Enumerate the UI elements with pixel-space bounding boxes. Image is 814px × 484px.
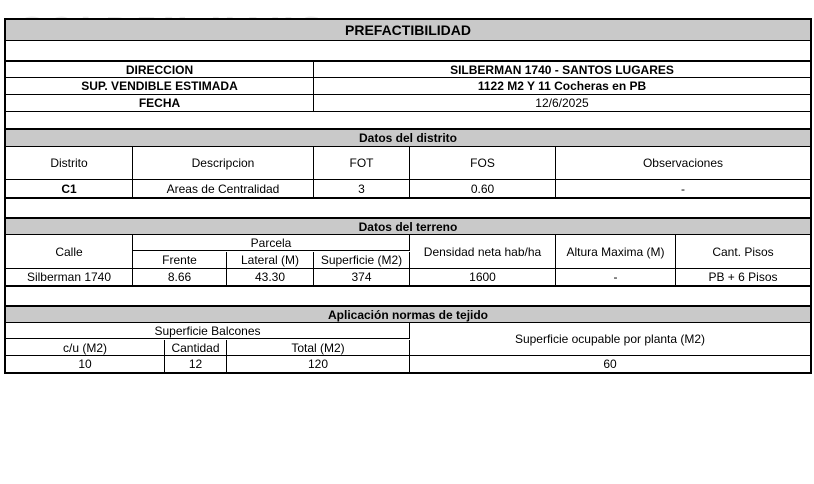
superficie-header: Superficie (M2) — [314, 252, 410, 268]
lateral-header: Lateral (M) — [227, 252, 314, 268]
tejido-value-row — [4, 355, 812, 374]
spacer-row — [4, 111, 812, 128]
ocupable-header: Superficie ocupable por planta (M2) — [514, 332, 706, 346]
cu-value: 10 — [6, 356, 165, 372]
distrito-value: C1 — [6, 180, 133, 197]
distrito-section-title: Datos del distrito — [358, 131, 457, 145]
fecha-label: FECHA — [6, 95, 314, 111]
observaciones-value: - — [681, 181, 685, 196]
fecha-value: 12/6/2025 — [535, 96, 589, 110]
distrito-value-row — [4, 179, 812, 199]
densidad-value: 1600 — [410, 269, 556, 285]
observaciones-header: Observaciones — [642, 156, 724, 170]
pisos-header: Cant. Pisos — [712, 244, 774, 259]
balcones-header: Superficie Balcones — [6, 323, 410, 339]
descripcion-header: Descripcion — [133, 147, 314, 179]
info-row-direccion — [4, 60, 812, 77]
superficie-value: 374 — [314, 269, 410, 285]
frente-header: Frente — [133, 252, 227, 268]
tejido-header-row — [4, 322, 812, 355]
terreno-value-row — [4, 268, 812, 287]
distrito-section-title-row — [4, 128, 812, 146]
fot-header: FOT — [314, 147, 410, 179]
sup-label: SUP. VENDIBLE ESTIMADA — [6, 78, 314, 94]
direccion-label: DIRECCION — [6, 62, 314, 77]
fos-value: 0.60 — [410, 180, 556, 197]
calle-value: Silberman 1740 — [6, 269, 133, 285]
terreno-section-title: Datos del terreno — [358, 219, 458, 234]
descripcion-value: Areas de Centralidad — [133, 180, 314, 197]
total-value: 120 — [227, 356, 410, 372]
frente-value: 8.66 — [133, 269, 227, 285]
spacer-row — [4, 287, 812, 305]
info-row-fecha — [4, 94, 812, 111]
distrito-header-row — [4, 146, 812, 179]
sup-value: 1122 M2 Y 11 Cocheras en PB — [477, 79, 647, 93]
altura-value: - — [556, 269, 676, 285]
ocupable-value: 60 — [603, 357, 617, 371]
tejido-section-title: Aplicación normas de tejido — [327, 307, 489, 322]
fot-value: 3 — [314, 180, 410, 197]
tejido-section-title-row — [4, 305, 812, 322]
pisos-value: PB + 6 Pisos — [708, 270, 778, 284]
cantidad-header: Cantidad — [165, 340, 227, 355]
parcela-header: Parcela — [133, 235, 410, 251]
spacer-row — [4, 199, 812, 217]
terreno-section-title-row — [4, 217, 812, 234]
cantidad-value: 12 — [165, 356, 227, 372]
fos-header: FOS — [410, 147, 556, 179]
distrito-header: Distrito — [6, 147, 133, 179]
lateral-value: 43.30 — [227, 269, 314, 285]
page-title: PREFACTIBILIDAD — [345, 22, 471, 38]
info-row-sup — [4, 77, 812, 94]
total-header: Total (M2) — [227, 340, 410, 355]
densidad-header: Densidad neta hab/ha — [410, 235, 556, 268]
calle-header: Calle — [6, 235, 133, 268]
direccion-value: SILBERMAN 1740 - SANTOS LUGARES — [450, 62, 674, 77]
cu-header: c/u (M2) — [6, 340, 165, 355]
terreno-header-row — [4, 234, 812, 268]
altura-header: Altura Maxima (M) — [556, 235, 676, 268]
spacer-row — [4, 40, 812, 60]
title-row — [4, 18, 812, 40]
prefactibilidad-sheet — [4, 18, 812, 374]
